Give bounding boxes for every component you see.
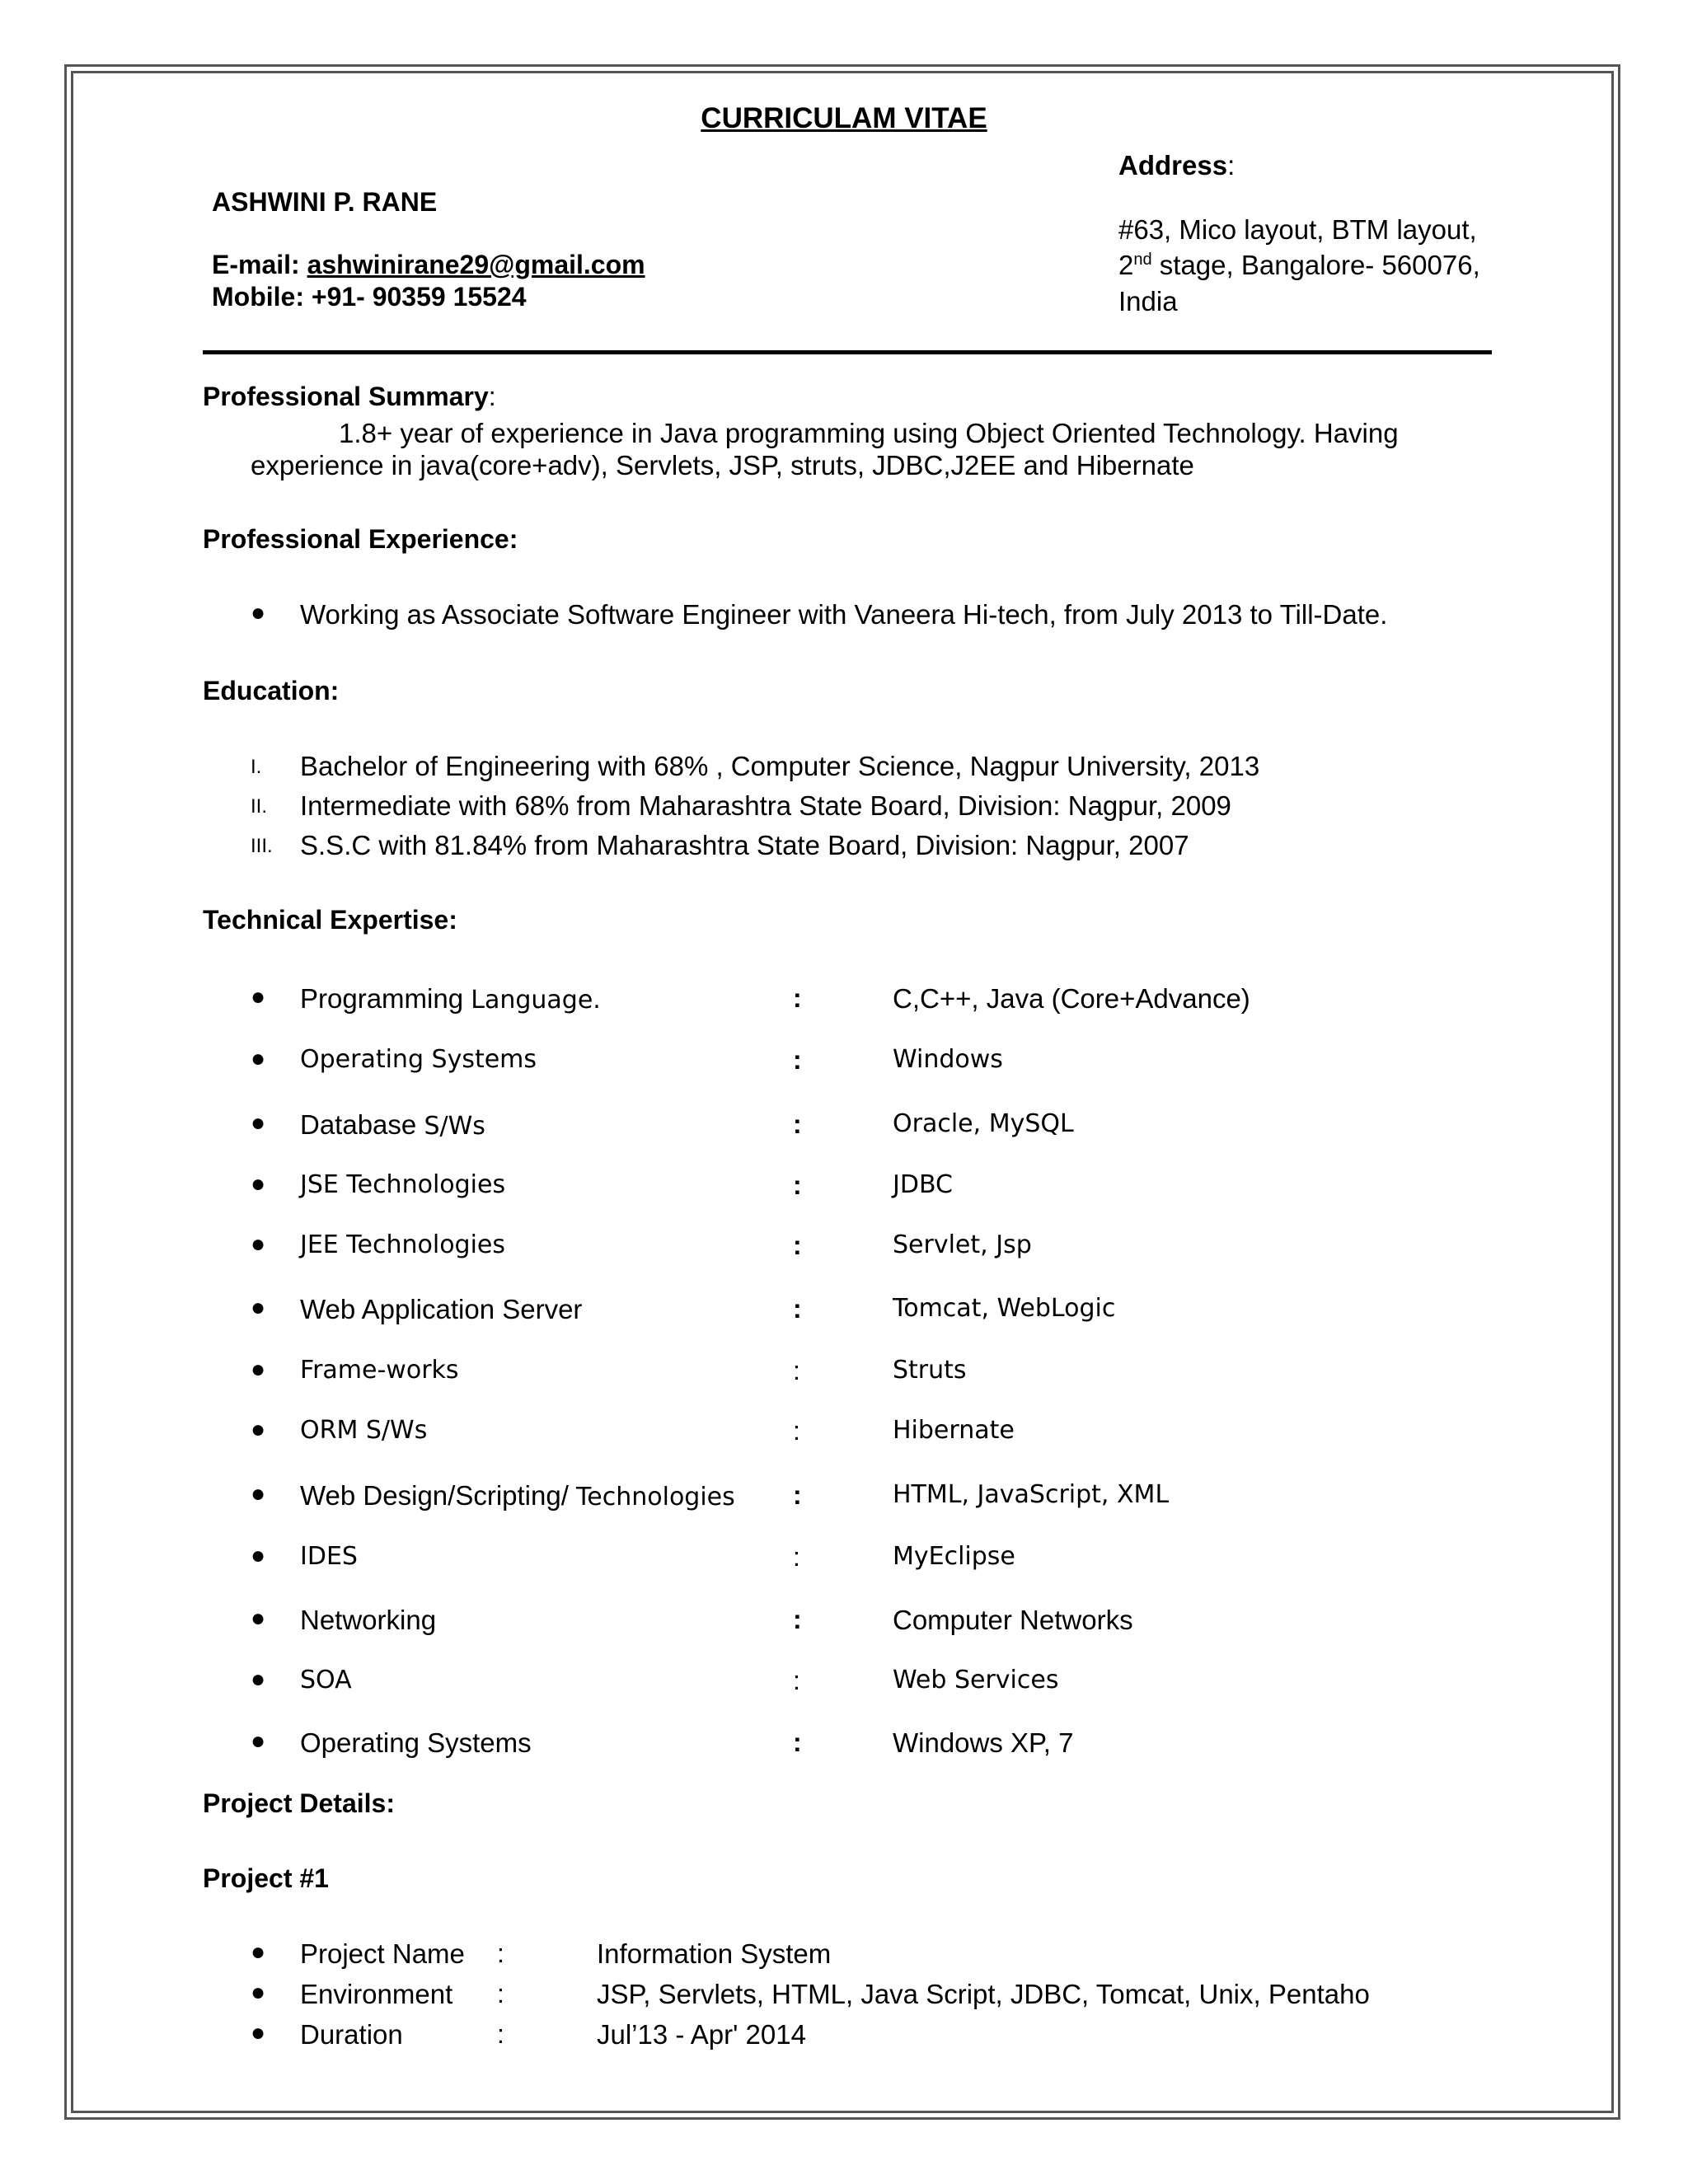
tech-label: SOA — [300, 1666, 352, 1694]
project-1-heading: Project #1 — [203, 1863, 329, 1893]
education-item: Bachelor of Engineering with 68% , Computer Science, Nagpur University, 2013 — [300, 751, 1260, 781]
tech-separator: : — [793, 1416, 800, 1446]
tech-separator: : — [793, 1666, 800, 1695]
address-colon: : — [1227, 150, 1236, 180]
tech-separator: : — [793, 1170, 802, 1200]
tech-separator: : — [793, 983, 802, 1013]
experience-item: Working as Associate Software Engineer with Vaneera Hi-tech, from July 2013 to Till-Date. — [300, 599, 1388, 630]
document-title: CURRICULAM VITAE — [701, 102, 987, 134]
tech-separator: : — [793, 1045, 802, 1075]
tech-value: HTML, JavaScript, XML — [893, 1480, 1170, 1509]
header-divider — [203, 350, 1492, 354]
tech-bullet: ● — [251, 1542, 266, 1569]
tech-bullet: ● — [251, 1294, 266, 1321]
tech-value: Computer Networks — [893, 1605, 1133, 1635]
project-bullet: ● — [251, 1979, 266, 2006]
project-separator: : — [497, 1938, 504, 1968]
tech-value: Servlet, Jsp — [893, 1230, 1032, 1259]
project-separator: : — [497, 1979, 504, 2008]
project-value: JSP, Servlets, HTML, Java Script, JDBC, Tomcat, Unix, Pentaho — [597, 1979, 1370, 2009]
education-item: Intermediate with 68% from Maharashtra State Board, Division: Nagpur, 2009 — [300, 790, 1231, 821]
tech-bullet: ● — [251, 1480, 266, 1507]
project-label: Project Name — [300, 1938, 465, 1969]
projects-heading: Project Details: — [203, 1788, 395, 1818]
tech-separator: : — [793, 1542, 800, 1572]
address-label: Address — [1118, 150, 1228, 180]
tech-bullet: ● — [251, 1666, 266, 1693]
tech-bullet: ● — [251, 1230, 266, 1258]
tech-bullet: ● — [251, 1727, 266, 1755]
tech-label: Operating Systems — [300, 1045, 537, 1074]
tech-value: Windows — [893, 1045, 1003, 1074]
tech-label: Web Application Server — [300, 1294, 583, 1324]
project-bullet: ● — [251, 2019, 266, 2046]
candidate-name: ASHWINI P. RANE — [212, 187, 438, 217]
tech-value: Tomcat, WebLogic — [893, 1294, 1116, 1323]
tech-label: ORM S/Ws — [300, 1416, 428, 1445]
project-value: Jul’13 - Apr' 2014 — [597, 2019, 806, 2050]
project-separator: : — [497, 2019, 504, 2049]
email-link[interactable]: ashwinirane29@gmail.com — [307, 250, 645, 279]
tech-label: Operating Systems — [300, 1727, 532, 1758]
tech-label: Database S/Ws — [300, 1109, 485, 1141]
tech-value: C,C++, Java (Core+Advance) — [893, 983, 1250, 1014]
project-bullet: ● — [251, 1938, 266, 1966]
tech-bullet: ● — [251, 1416, 266, 1443]
education-num: I. — [251, 756, 262, 778]
education-heading: Education: — [203, 676, 340, 705]
tech-value: Oracle, MySQL — [893, 1109, 1074, 1138]
summary-line-1: 1.8+ year of experience in Java programming using Object Oriented Technology. Having — [339, 418, 1399, 448]
summary-heading: Professional Summary: — [203, 382, 496, 411]
tech-label: Web Design/Scripting/ Technologies — [300, 1480, 735, 1511]
technical-heading: Technical Expertise: — [203, 905, 457, 935]
mobile-line: Mobile: +91- 90359 15524 — [212, 282, 527, 312]
tech-value: Hibernate — [893, 1416, 1015, 1445]
tech-separator: : — [793, 1230, 802, 1260]
tech-bullet: ● — [251, 1605, 266, 1632]
address-line-1: #63, Mico layout, BTM layout, — [1118, 214, 1477, 245]
tech-label: JEE Technologies — [300, 1230, 506, 1259]
tech-label: IDES — [300, 1542, 358, 1571]
education-item: S.S.C with 81.84% from Maharashtra State Board, Division: Nagpur, 2007 — [300, 830, 1189, 860]
tech-bullet: ● — [251, 1356, 266, 1383]
email-line — [212, 250, 645, 280]
tech-bullet: ● — [251, 1045, 266, 1072]
education-num: II. — [251, 795, 268, 818]
email-label: E-mail: — [212, 250, 307, 279]
tech-bullet: ● — [251, 1170, 266, 1197]
tech-bullet: ● — [251, 983, 266, 1010]
tech-separator: : — [793, 1356, 800, 1385]
summary-line-2: experience in java(core+adv), Servlets, JSP, struts, JDBC,J2EE and Hibernate — [251, 450, 1194, 480]
tech-separator: : — [793, 1605, 802, 1634]
tech-separator: : — [793, 1727, 802, 1757]
experience-bullet: ● — [251, 599, 266, 626]
address-line-3: India — [1118, 286, 1178, 316]
address-heading — [1118, 150, 1235, 181]
address-line-2: 2nd stage, Bangalore- 560076, — [1118, 250, 1480, 280]
experience-heading: Professional Experience: — [203, 524, 518, 554]
tech-label: Programming Language. — [300, 983, 601, 1015]
project-label: Duration — [300, 2019, 403, 2050]
tech-value: Struts — [893, 1356, 967, 1385]
tech-separator: : — [793, 1109, 802, 1139]
tech-label: Networking — [300, 1605, 437, 1635]
education-num: III. — [251, 835, 273, 857]
tech-value: Windows XP, 7 — [893, 1727, 1074, 1758]
tech-label: JSE Technologies — [300, 1170, 506, 1199]
project-value: Information System — [597, 1938, 832, 1969]
tech-value: JDBC — [893, 1170, 953, 1199]
project-label: Environment — [300, 1979, 453, 2009]
tech-label: Frame-works — [300, 1356, 459, 1385]
tech-value: Web Services — [893, 1666, 1059, 1694]
tech-separator: : — [793, 1480, 802, 1510]
tech-value: MyEclipse — [893, 1542, 1015, 1571]
tech-separator: : — [793, 1294, 802, 1324]
tech-bullet: ● — [251, 1109, 266, 1137]
